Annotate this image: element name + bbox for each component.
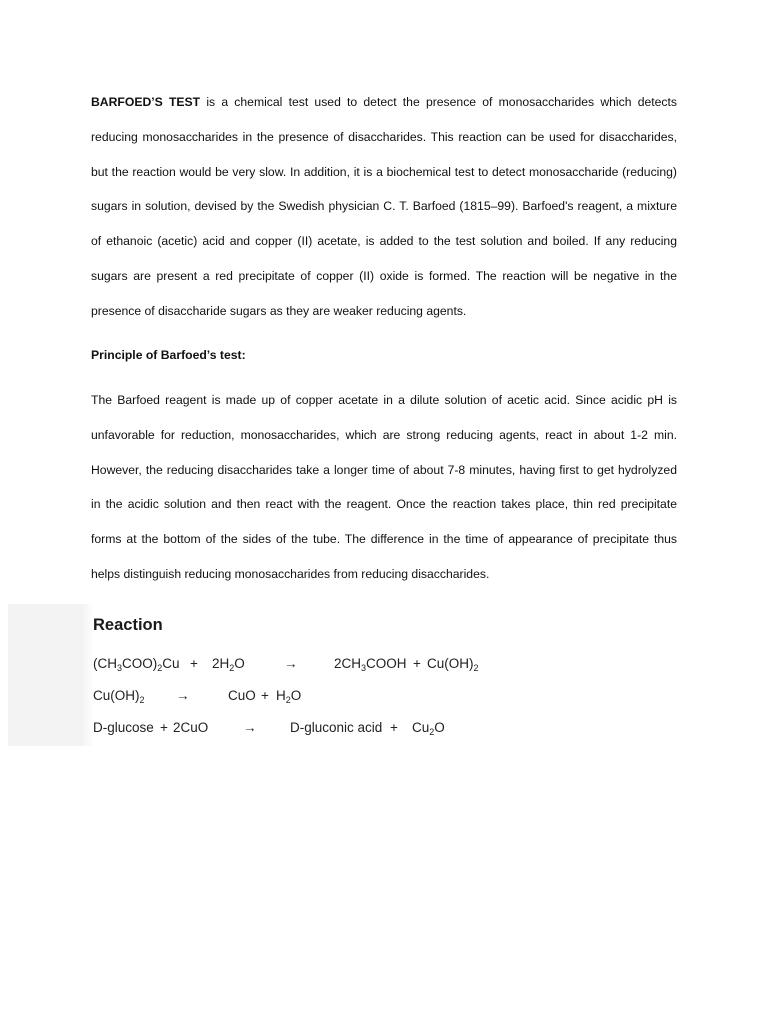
formula-text: Cu [162, 656, 180, 671]
eq3-product-1 [290, 720, 382, 735]
eq2-product-2 [276, 688, 301, 703]
eq1-arrow: → [284, 656, 298, 671]
eq3-arrow: → [243, 720, 257, 735]
eq3-plus-2: + [390, 720, 398, 735]
eq1-plus-2: + [413, 656, 421, 671]
formula-text: Cu [412, 720, 430, 735]
eq2-reactant-1 [93, 688, 145, 703]
formula-subscript: 2 [473, 663, 479, 673]
formula-text: 2CuO [173, 720, 209, 735]
eq2-product-1 [228, 688, 256, 703]
principle-paragraph: The Barfoed reagent is made up of copper acetate in a dilute solution of acetic acid. Since acidic pH is unfavorable for reduction, monosaccharides, which are strong reducing agents, react in about 1-2 min. However, the reducing disaccharides take a longer time of about 7-8 minutes, having first to get hydrolyzed in the acidic solution and then react with the reagent. Once the reaction takes place, thin red precipitate forms at the bottom of the sides of the tube. The difference in the time of appearance of precipitate thus helps distinguish reducing monosaccharides from reducing disaccharides. [91, 393, 677, 581]
eq2-arrow: → [176, 688, 190, 703]
formula-subscript: 2 [429, 727, 435, 737]
formula-text: 2CH [334, 656, 362, 671]
intro-text: is a chemical test used to detect the presence of monosaccharides which detects reducing monosaccharides in the presence of disaccharides. This reaction can be used for disaccharides, but the reaction would be very slow. In addition, it is a biochemical test to detect monosaccharide (reducing) sugars in solution, devised by the Swedish physician C. T. Barfoed (1815–99). Barfoed's reagent, a mixture of ethanoic (acetic) acid and copper (II) acetate, is added to the test solution and boiled. If any reducing sugars are present a red precipitate of copper (II) oxide is formed. The reaction will be negative in the presence of disaccharide sugars as they are weaker reducing agents. [91, 95, 677, 318]
reaction-figure [8, 604, 508, 746]
formula-text: CuO [228, 688, 256, 703]
formula-text: O [234, 656, 245, 671]
formula-text: COO) [122, 656, 158, 671]
formula-text: O [434, 720, 445, 735]
eq3-reactant-2 [173, 720, 208, 735]
eq1-product-2 [427, 656, 479, 671]
principle-heading: Principle of Barfoed’s test: [91, 348, 246, 362]
test-name: BARFOED’S TEST [91, 95, 201, 109]
formula-subscript: 2 [157, 663, 163, 673]
eq3-plus-1: + [160, 720, 168, 735]
formula-subscript: 2 [285, 695, 291, 705]
formula-text: D-glucose [93, 720, 154, 735]
eq3-reactant-1 [93, 720, 154, 735]
formula-subscript: 2 [229, 663, 235, 673]
intro-paragraph [91, 85, 677, 329]
reaction-title: Reaction [93, 616, 163, 634]
formula-text: (CH [93, 656, 117, 671]
formula-text: 2H [212, 656, 230, 671]
formula-text: D-gluconic acid [290, 720, 383, 735]
formula-text: Cu(OH) [93, 688, 140, 703]
formula-subscript: 3 [361, 663, 367, 673]
formula-subscript: 3 [117, 663, 123, 673]
formula-text: Cu(OH) [427, 656, 474, 671]
formula-text: H [276, 688, 286, 703]
formula-subscript: 2 [139, 695, 145, 705]
eq1-plus-1: + [190, 656, 198, 671]
eq3-product-2 [412, 720, 445, 735]
eq2-plus-2: + [261, 688, 269, 703]
eq1-reactant-1 [93, 656, 180, 671]
formula-text: O [290, 688, 302, 703]
eq1-reactant-2 [212, 656, 245, 671]
eq1-product-1 [334, 656, 407, 671]
formula-text: COOH [366, 656, 407, 671]
